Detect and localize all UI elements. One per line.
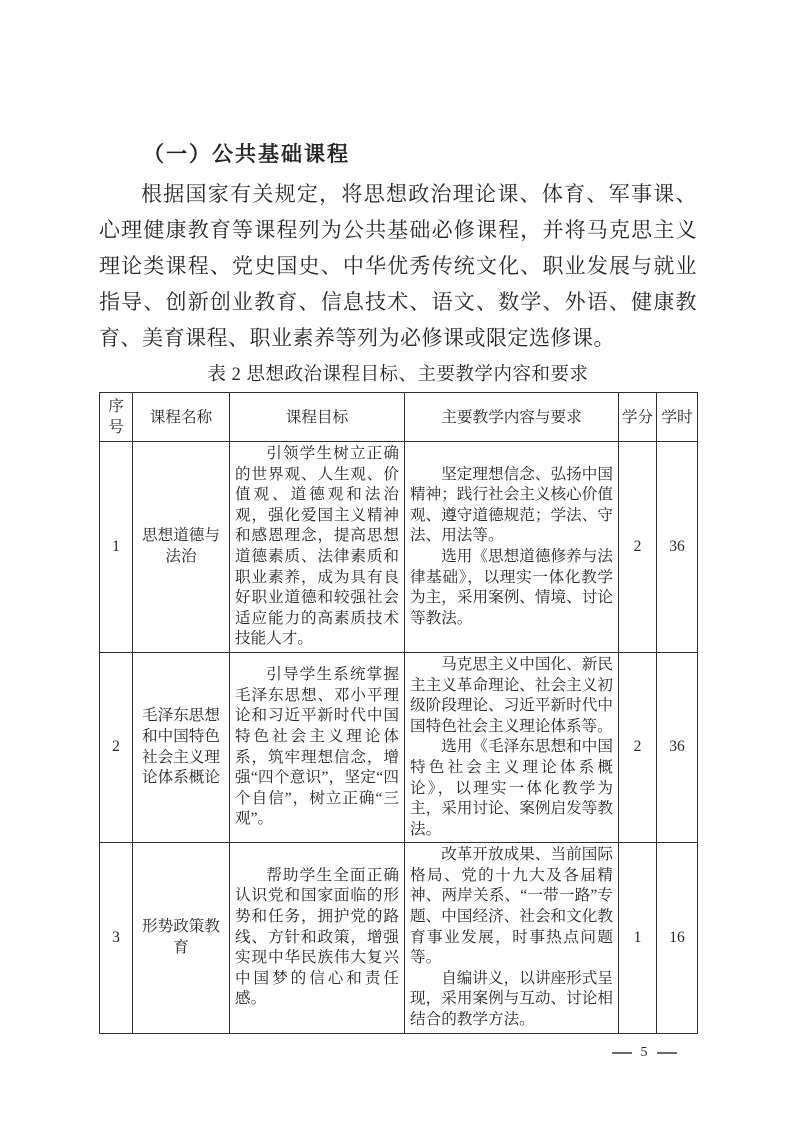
cell-objective: [230, 843, 405, 1033]
cell-content: [405, 652, 619, 842]
content-paragraph: 选用《毛泽东思想和中国特色社会主义理论体系概论》，以理实一体化教学为主，采用讨论、案例启发等教法。: [410, 738, 613, 838]
cell-objective: [230, 442, 405, 653]
intro-paragraph: 根据国家有关规定，将思想政治理论课、体育、军事课、心理健康教育等课程列为公共基础必修课程，并将马克思主义理论类课程、党史国史、中华优秀传统文化、职业发展与就业指导、创新创业教育、信息技术、语文、数学、外语、健康教育、美育课程、职业素养等列为必修课或限定选修课。: [99, 182, 697, 350]
header-content: 主要教学内容与要求: [405, 393, 619, 442]
header-hours: 学时: [657, 393, 698, 442]
section-heading: （一）公共基础课程: [143, 142, 350, 166]
content-paragraph: 改革开放成果、当前国际格局、党的十九大及各届精神、两岸关系、“一带一路”专题、中国经济、社会和文化教育事业发展，时事热点问题等。: [410, 846, 613, 967]
table-caption: 表 2 思想政治课程目标、主要教学内容和要求: [207, 365, 589, 385]
objective-text: 引领学生树立正确的世界观、人生观、价值观、道德观和法治观，强化爱国主义精神和感恩理念，提高思想道德素质、法律素质和职业素养，成为具有良好职业道德和较强社会适应能力的高素质技术技能人才。: [235, 445, 399, 648]
cell-course-name: 思想道德与法治: [133, 442, 230, 653]
header-credits: 学分: [619, 393, 657, 442]
document-content: [99, 140, 697, 1034]
cell-index: 1: [100, 442, 133, 653]
cell-index: 2: [100, 652, 133, 842]
course-table: [99, 392, 698, 1034]
content-paragraph: 坚定理想信念、弘扬中国精神；践行社会主义核心价值观、遵守道德规范；学法、守法、用法等。: [410, 465, 613, 545]
footer-dash-right-icon: [657, 1052, 677, 1054]
cell-index: 3: [100, 843, 133, 1033]
objective-text: 引导学生系统掌握毛泽东思想、邓小平理论和习近平新时代中国特色社会主义理论体系，筑牢理想信念，增强“四个意识”，坚定“四个自信”，树立正确“三观”。: [235, 666, 399, 828]
cell-hours: 36: [657, 652, 698, 842]
header-objective: 课程目标: [230, 393, 405, 442]
cell-credits: 2: [619, 652, 657, 842]
cell-objective: [230, 652, 405, 842]
table-row: [100, 652, 698, 842]
cell-credits: 1: [619, 843, 657, 1033]
cell-content: [405, 442, 619, 653]
header-index: 序号: [100, 393, 133, 442]
footer-dash-left-icon: [612, 1052, 632, 1054]
cell-course-name: 毛泽东思想和中国特色社会主义理论体系概论: [133, 652, 230, 842]
cell-credits: 2: [619, 442, 657, 653]
table-header-row: [100, 393, 698, 442]
content-paragraph: 马克思主义中国化、新民主主义革命理论、社会主义初级阶段理论、习近平新时代中国特色社会主义理论体系等。: [410, 655, 613, 735]
page-number: 5: [640, 1045, 648, 1060]
cell-content: [405, 843, 619, 1033]
cell-course-name: 形势政策教育: [133, 843, 230, 1033]
cell-hours: 36: [657, 442, 698, 653]
page-footer: [606, 1046, 682, 1060]
content-paragraph: 自编讲义，以讲座形式呈现，采用案例与互动、讨论相结合的教学方法。: [410, 969, 613, 1029]
cell-hours: 16: [657, 843, 698, 1033]
header-course-name: 课程名称: [133, 393, 230, 442]
table-row: [100, 843, 698, 1033]
objective-text: 帮助学生全面正确认识党和国家面临的形势和任务，拥护党的路线、方针和政策，增强实现中华民族伟大复兴中国梦的信心和责任感。: [235, 866, 399, 1008]
content-paragraph: 选用《思想道德修养与法律基础》，以理实一体化教学为主，采用案例、情境、讨论等教法。: [410, 547, 613, 627]
table-row: [100, 442, 698, 653]
